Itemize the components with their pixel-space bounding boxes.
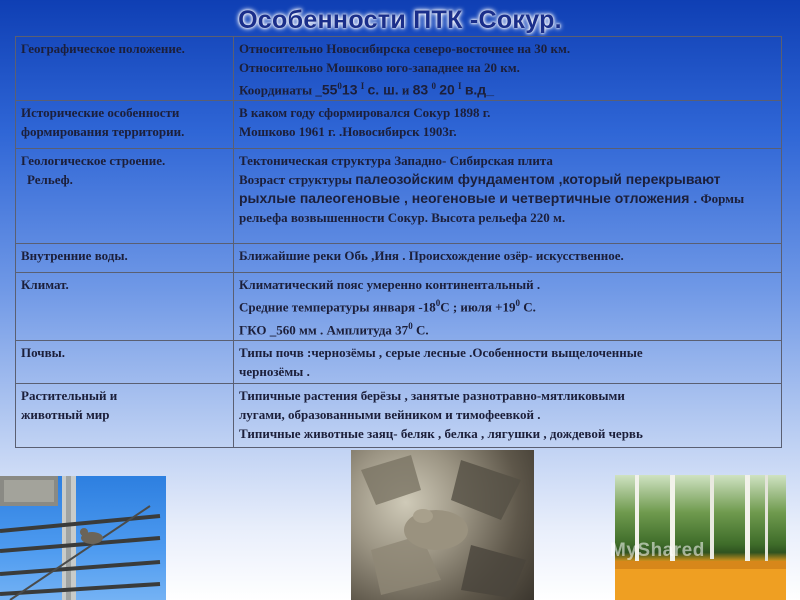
lat-degrees: 55 bbox=[321, 81, 338, 98]
temperature-line bbox=[239, 294, 777, 316]
page-title: Особенности ПТК -Сокур. bbox=[238, 6, 562, 34]
row-content bbox=[234, 383, 782, 447]
leaf-litter-illustration bbox=[351, 450, 534, 600]
label-line: Почвы. bbox=[21, 344, 66, 360]
row-label bbox=[16, 273, 234, 341]
label-line: Геологическое строение. bbox=[21, 153, 166, 169]
table-row bbox=[16, 383, 782, 447]
row-content bbox=[234, 340, 782, 383]
content-line: Относительно Мошково юго-западнее на 20 км. bbox=[239, 60, 520, 75]
table-row bbox=[16, 149, 782, 244]
amp-unit: С. bbox=[415, 321, 429, 337]
degree-mark: 0 bbox=[408, 320, 413, 331]
label-line: Растительный и bbox=[21, 387, 118, 403]
lon-degrees-mark: 0 bbox=[431, 81, 436, 91]
label-line: Климат. bbox=[21, 277, 69, 293]
coords-prefix: Координаты _ bbox=[239, 82, 322, 98]
january-temp: Средние температуры января -18 bbox=[239, 299, 436, 315]
table-row bbox=[16, 37, 782, 101]
content-line: Типичные животные заяц- беляк , белка , лягушки , дождевой червь bbox=[239, 425, 643, 441]
row-content bbox=[234, 273, 782, 341]
lon-degrees: 83 bbox=[412, 81, 429, 98]
coords-and: и bbox=[401, 82, 410, 98]
temp-unit: С. bbox=[523, 299, 536, 315]
features-table bbox=[15, 36, 782, 448]
row-content bbox=[234, 244, 782, 273]
row-content bbox=[234, 149, 782, 244]
degree-mark: 0 bbox=[435, 298, 441, 309]
lon-suffix: в.д_ bbox=[464, 81, 494, 98]
label-line: Рельеф. bbox=[27, 172, 73, 188]
label-line: формирования территории. bbox=[21, 124, 185, 140]
label-line: Внутренние воды. bbox=[21, 248, 128, 264]
content-line: Относительно Новосибирска северо-восточнее на 30 км. bbox=[239, 41, 571, 56]
lon-minutes: 20 bbox=[439, 81, 455, 98]
gko-line bbox=[239, 317, 777, 339]
content-line: Климатический пояс умеренно континентальный . bbox=[239, 277, 541, 293]
age-prefix: Возраст структуры bbox=[239, 172, 352, 188]
lat-degrees-mark: 0 bbox=[337, 81, 342, 91]
frog-photo bbox=[351, 450, 534, 600]
content-line: Типичные растения берёзы , занятые разнотравно-мятликовыми bbox=[239, 387, 625, 403]
label-line: Исторические особенности bbox=[21, 105, 180, 121]
july-temp: С ; июля +19 bbox=[440, 299, 516, 315]
forest-meadow-photo bbox=[615, 475, 786, 600]
relief-description: возвышенности Сокур. Высота рельефа 220 м. bbox=[290, 210, 566, 226]
degree-mark: 0 bbox=[515, 298, 521, 309]
forest-illustration bbox=[615, 475, 786, 600]
row-label bbox=[16, 37, 234, 101]
table-row bbox=[16, 340, 782, 383]
lon-minutes-mark: I bbox=[458, 81, 462, 91]
lat-minutes-mark: I bbox=[360, 81, 365, 91]
age-description: палеозойским фундаментом ,который перекрывают рыхлые палеогеновые , неогеновые и четвертичные отложения . bbox=[239, 171, 721, 207]
content-paragraph bbox=[239, 170, 777, 227]
tower-illustration bbox=[0, 476, 166, 600]
row-content bbox=[234, 37, 782, 101]
content-line: В каком году сформировался Сокур 1898 г. bbox=[239, 105, 491, 121]
content-line: лугами, образованными вейником и тимофеевкой . bbox=[239, 406, 541, 422]
content-line: Тектоническая структура Западно- Сибирская плита bbox=[239, 153, 553, 169]
table-row bbox=[16, 273, 782, 341]
row-label bbox=[16, 383, 234, 447]
tower-bird-photo bbox=[0, 476, 166, 600]
row-label bbox=[16, 101, 234, 149]
content-line: Типы почв :чернозёмы , серые лесные .Особенности выщелоченные bbox=[239, 344, 643, 360]
label-line: животный мир bbox=[21, 406, 110, 422]
content-line: Ближайшие реки Обь ,Иня . Происхождение озёр- искусственное. bbox=[239, 248, 624, 264]
content-line: Мошково 1961 г. .Новосибирск 1903г. bbox=[239, 124, 457, 140]
table-row bbox=[16, 101, 782, 149]
row-label bbox=[16, 244, 234, 273]
lat-suffix: с. ш. bbox=[367, 81, 399, 98]
content-line: чернозёмы . bbox=[239, 363, 310, 379]
lat-minutes: 13 bbox=[341, 81, 358, 98]
watermark: MyShared bbox=[610, 540, 705, 561]
relief-label: Формы рельефа bbox=[239, 191, 745, 226]
table-row bbox=[16, 244, 782, 273]
row-label bbox=[16, 149, 234, 244]
row-content bbox=[234, 101, 782, 149]
row-label bbox=[16, 340, 234, 383]
label-line: Географическое положение. bbox=[21, 41, 185, 56]
coordinates-line bbox=[239, 77, 777, 99]
gko-amplitude: ГКО _560 мм . Амплитуда 37 bbox=[239, 321, 409, 337]
